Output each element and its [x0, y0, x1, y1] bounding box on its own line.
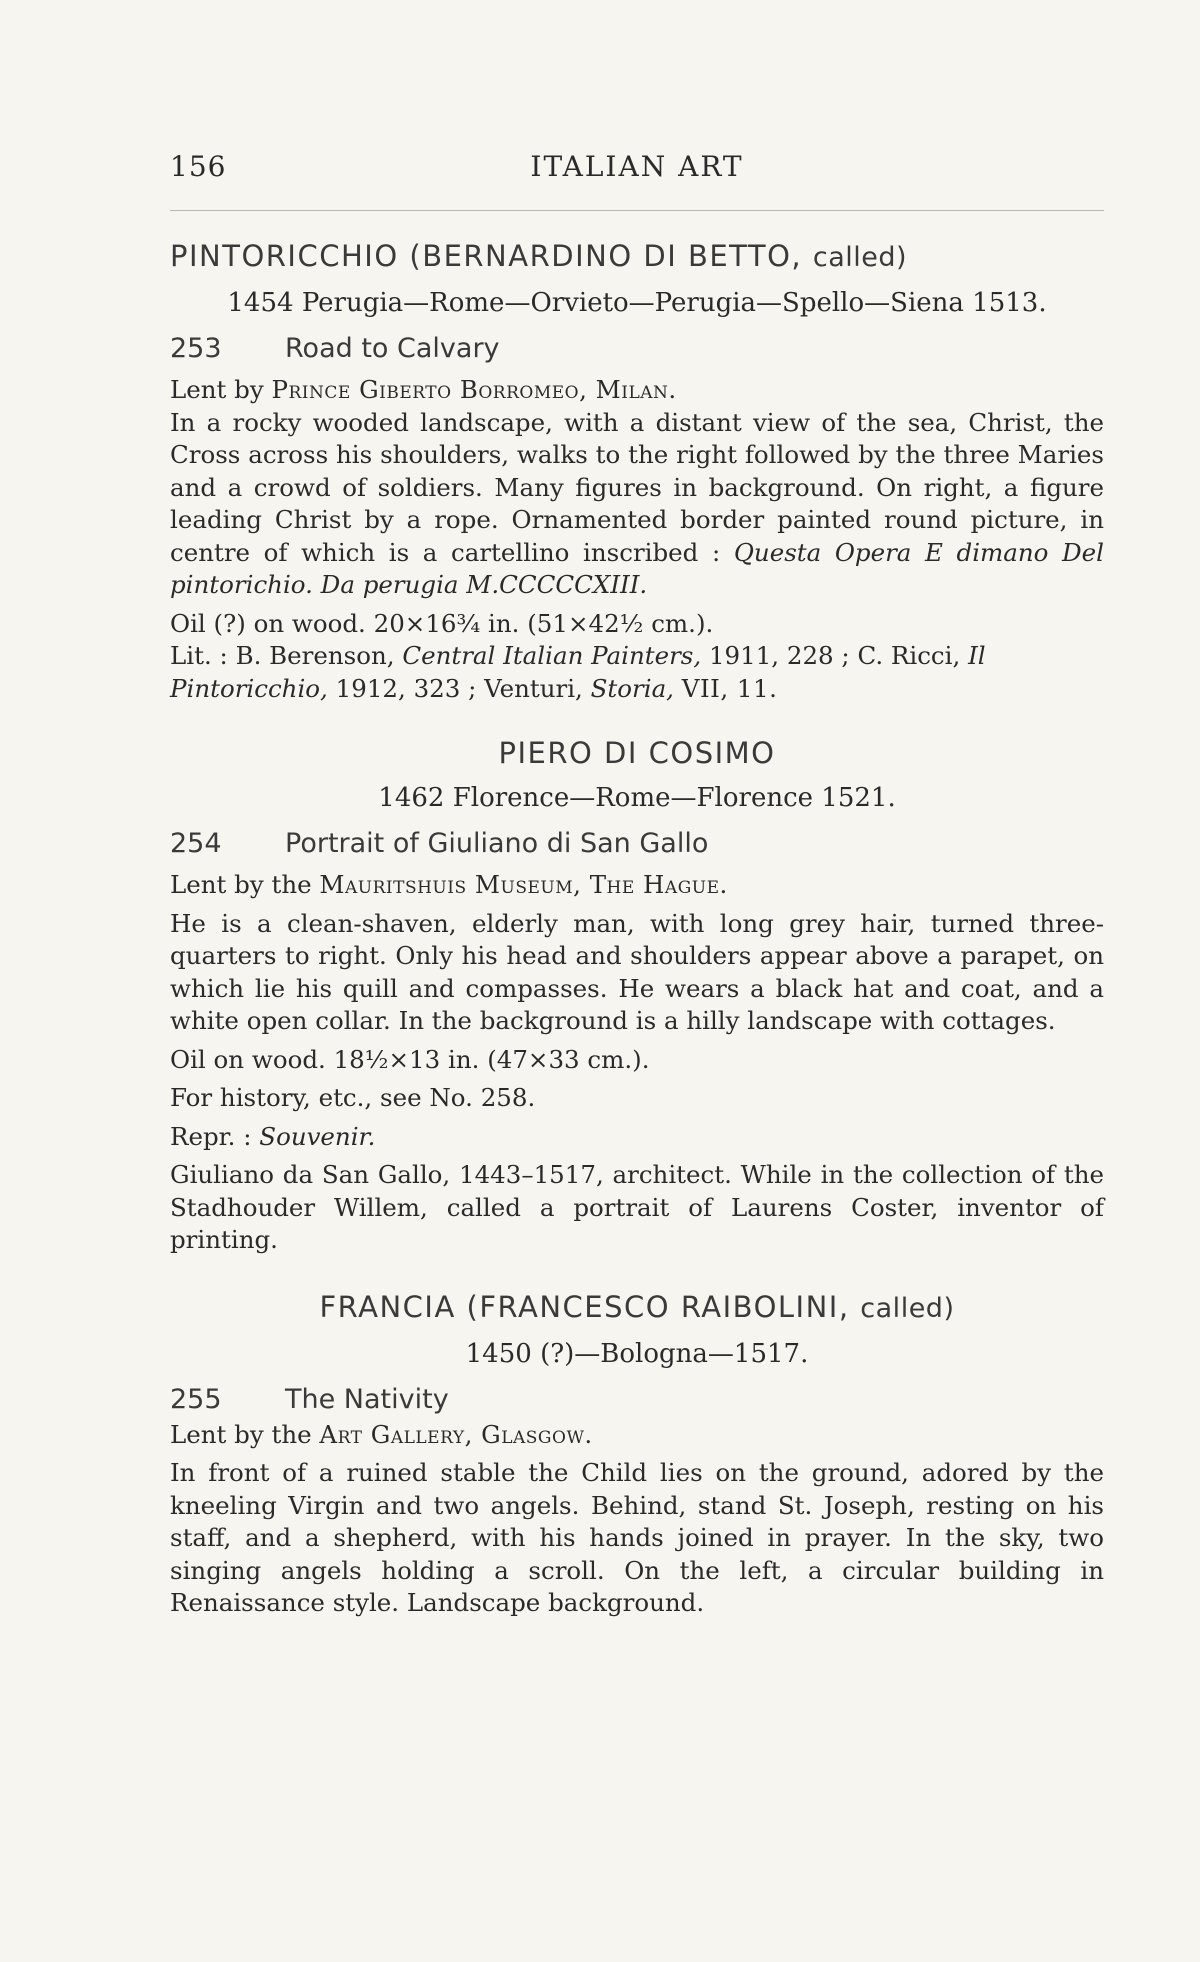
repr-prefix: Repr. : — [170, 1121, 252, 1151]
entry-heading — [170, 825, 1104, 863]
inscription-text: Questa Opera E dimano Del pintorichio. Da perugia M.CCCCCXIII. — [170, 537, 1104, 599]
lender-line — [170, 1419, 1104, 1452]
entry-note: Giuliano da San Gallo, 1443–1517, architect. While in the collection of the Stadhouder Willem, called a portrait of Laurens Coster, inventor of printing. — [170, 1160, 1104, 1254]
lender-name: Mauritshuis Museum, The Hague. — [319, 870, 728, 899]
lent-prefix: Lent by — [170, 375, 264, 404]
entry-heading — [170, 1381, 1104, 1419]
lit-detail: 1912, 323 ; Venturi, — [335, 673, 583, 703]
lit-detail: 1911, 228 ; C. Ricci, — [708, 641, 961, 670]
entry-title: Portrait of Giuliano di San Gallo — [285, 828, 709, 859]
entry-number: 255 — [170, 1383, 222, 1415]
artist-name: PINTORICCHIO (BERNARDINO DI BETTO, — [170, 239, 803, 273]
history-line: For history, etc., see No. 258. — [170, 1083, 536, 1112]
artist-dates: 1454 Perugia—Rome—Orvieto—Perugia—Spello—Siena 1513. — [227, 288, 1047, 318]
artist-suffix: called) — [812, 242, 908, 273]
lit-work: Storia, — [590, 673, 674, 703]
artist-dates: 1450 (?)—Bologna—1517. — [465, 1338, 809, 1369]
entry-description: He is a clean-shaven, elderly man, with long grey hair, turned three-quarters to right. Only his head and shoulders appear above a parapet, on which lie his quill and compasses. He wears a black hat and coat, and a white open collar. In the background is a hilly landscape with cottages. — [170, 908, 1104, 1035]
entry-title: The Nativity — [285, 1383, 449, 1415]
artist-suffix: called) — [860, 1292, 955, 1324]
lit-work: Central Italian Painters, — [402, 641, 702, 670]
artist-heading-pintoricchio — [170, 236, 1104, 278]
lit-prefix: Lit. : B. Berenson, — [170, 641, 395, 670]
artist-dates: 1462 Florence—Rome—Florence 1521. — [378, 783, 896, 813]
medium-line: Oil on wood. 18½×13 in. (47×33 cm.). — [170, 1044, 650, 1074]
entry-description: In front of a ruined stable the Child lies on the ground, adored by the kneeling Virgin and two angels. Behind, stand St. Joseph, resting on his staff, and a shepherd, with his hands joined in prayer. In the sky, two singing angels holding a scroll. On the left, a circular building in Renaissance style. Landscape background. — [170, 1458, 1104, 1617]
lender-name: Prince Giberto Borromeo, Milan. — [271, 375, 677, 404]
lit-detail: VII, 11. — [681, 673, 778, 703]
literature-line — [170, 640, 1104, 705]
entry-number: 254 — [170, 828, 222, 859]
medium-line: Oil (?) on wood. 20×16¾ in. (51×42½ cm.). — [170, 608, 714, 638]
description-text: In a rocky wooded landscape, with a distant view of the sea, Christ, the Cross across his shoulders, walks to the right followed by the three Maries and a crowd of soldiers. Many figures in background. On right, a figure leading Christ by a rope. Ornamented border painted round picture, in centre of which is a cartellino inscribed : — [170, 407, 1104, 567]
lent-prefix: Lent by the — [170, 1419, 312, 1449]
lender-line — [170, 869, 1104, 902]
lent-prefix: Lent by the — [170, 870, 312, 899]
entry-number: 253 — [170, 333, 222, 364]
lit-work: Il Pintoricchio, — [170, 641, 986, 703]
header-rule — [170, 210, 1104, 211]
running-head — [170, 150, 1104, 190]
artist-name: FRANCIA (FRANCESCO RAIBOLINI, — [319, 1289, 850, 1324]
repr-work: Souvenir. — [259, 1121, 376, 1151]
artist-heading-francia — [170, 1287, 1104, 1329]
entry-description — [170, 407, 1104, 602]
running-title: ITALIAN ART — [530, 150, 744, 183]
entry-heading — [170, 330, 1104, 368]
artist-heading-piero-di-cosimo — [170, 733, 1104, 773]
lender-line — [170, 374, 1104, 407]
reproduction-line — [170, 1121, 1104, 1154]
artist-name: PIERO DI COSIMO — [498, 736, 776, 770]
catalogue-content — [170, 236, 1104, 1620]
lender-name: Art Gallery, Glasgow. — [319, 1419, 593, 1449]
page-number: 156 — [170, 150, 227, 183]
entry-title: Road to Calvary — [285, 333, 500, 364]
